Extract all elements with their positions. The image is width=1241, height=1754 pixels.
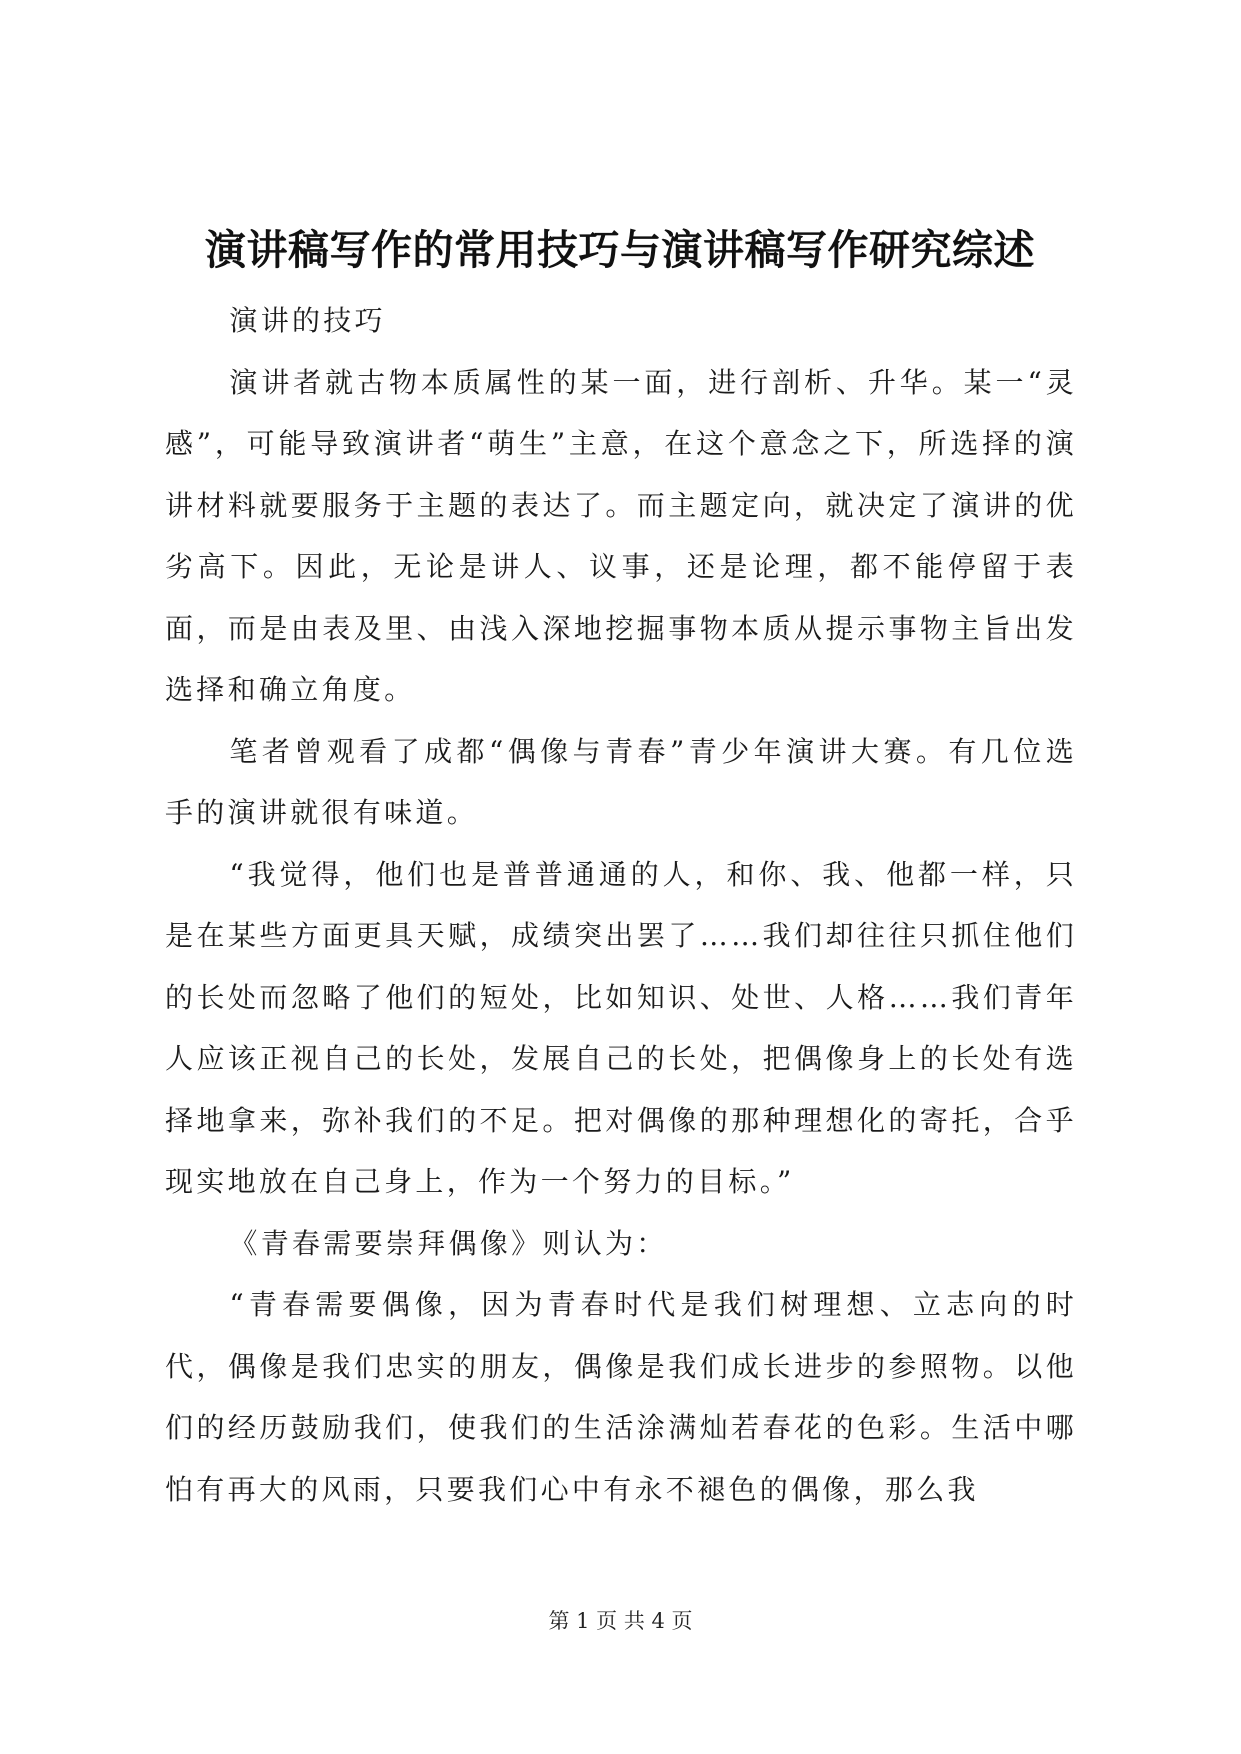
paragraph-heading: 演讲的技巧 <box>229 304 386 337</box>
page-footer: 第 1 页 共 4 页 <box>548 1609 693 1633</box>
paragraph: “我觉得，他们也是普普通通的人，和你、我、他都一样，只是在某些方面更具天赋，成绩突出罢了……我们却往往只抓住他们的长处而忽略了他们的短处，比如知识、处世、人格……我们青年人应该正视自己的长处，发展自己的长处，把偶像身上的长处有选择地拿来，弥补我们的不足。把对偶像的那种理想化的寄托，合乎现实地放在自己身上，作为一个努力的目标。” <box>165 857 1077 1198</box>
document-body <box>165 290 1077 1520</box>
paragraph: 笔者曾观看了成都“偶像与青春”青少年演讲大赛。有几位选手的演讲就很有味道。 <box>165 734 1077 829</box>
paragraph: 《青春需要崇拜偶像》则认为： <box>229 1226 668 1260</box>
document-title: 演讲稿写作的常用技巧与演讲稿写作研究综述 <box>205 226 1035 274</box>
paragraph: 演讲者就古物本质属性的某一面，进行剖析、升华。某一“灵感”，可能导致演讲者“萌生”主意，在这个意念之下，所选择的演讲材料就要服务于主题的表达了。而主题定向，就决定了演讲的优劣高下。因此，无论是讲人、议事，还是论理，都不能停留于表面，而是由表及里、由浅入深地挖掘事物本质从提示事物主旨出发选择和确立角度。 <box>165 365 1077 706</box>
paragraph: “青春需要偶像，因为青春时代是我们树理想、立志向的时代，偶像是我们忠实的朋友，偶像是我们成长进步的参照物。以他们的经历鼓励我们，使我们的生活涂满灿若春花的色彩。生活中哪怕有再大的风雨，只要我们心中有永不褪色的偶像，那么我 <box>165 1288 1077 1506</box>
